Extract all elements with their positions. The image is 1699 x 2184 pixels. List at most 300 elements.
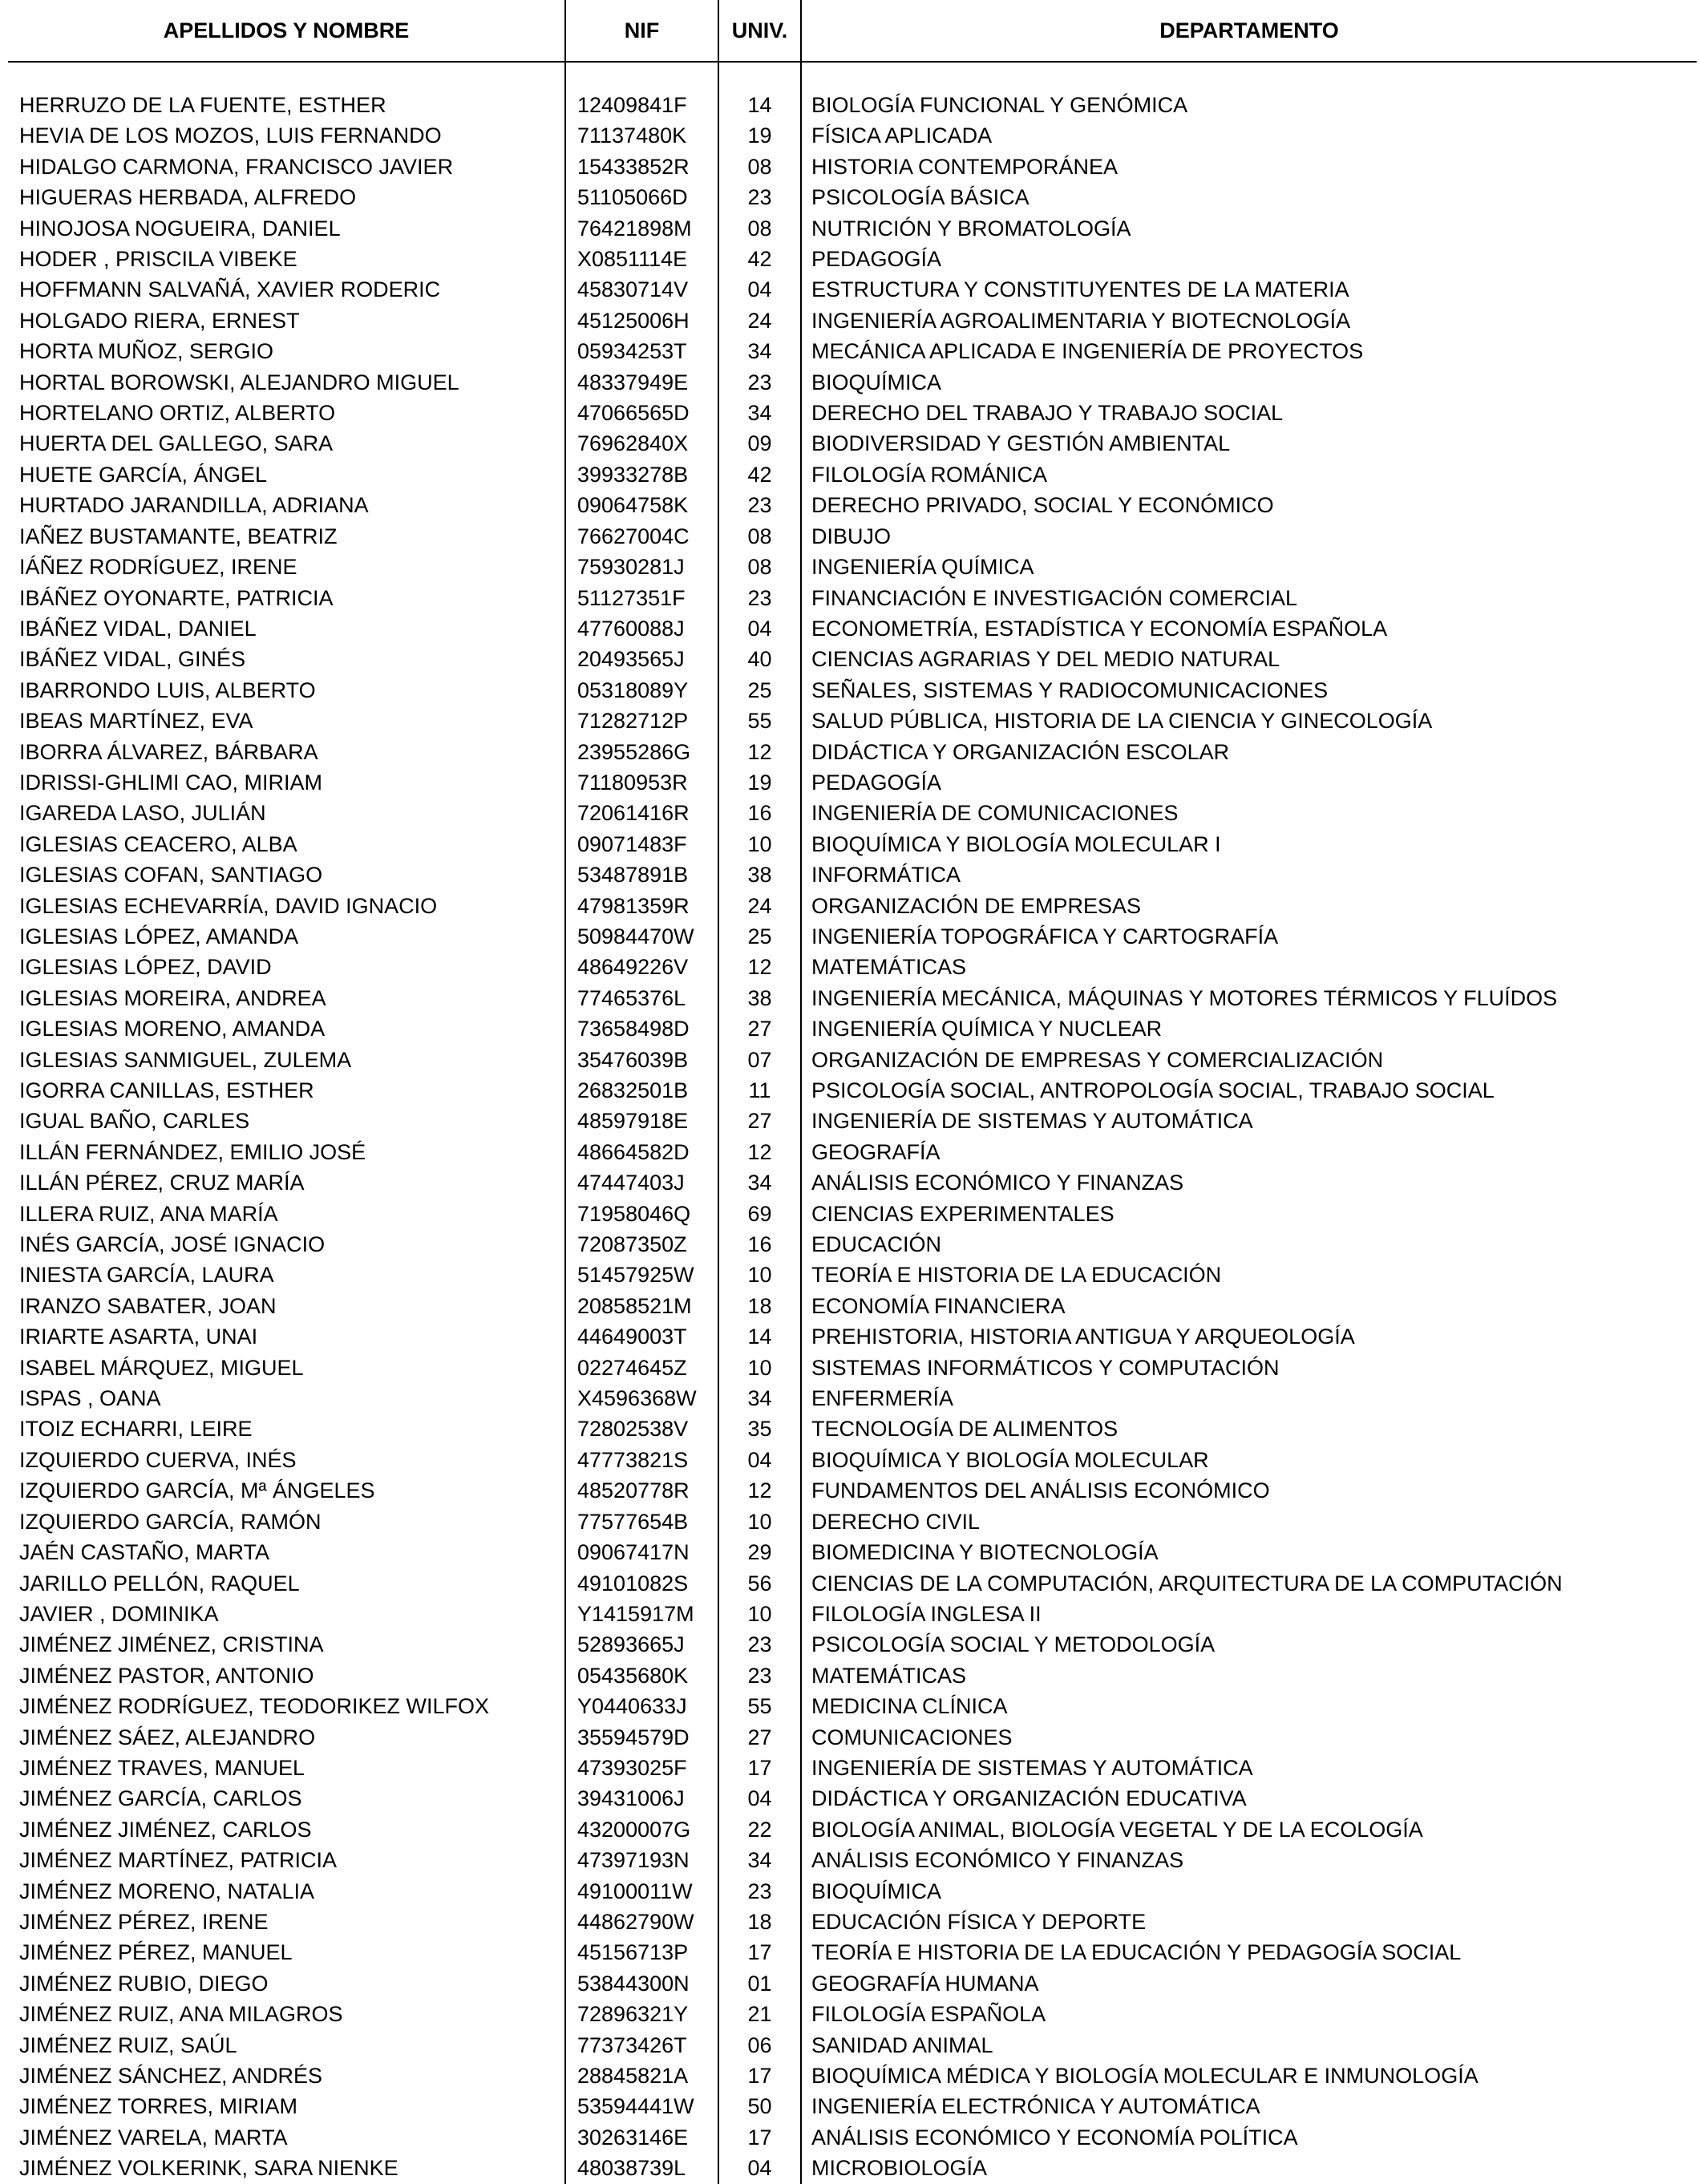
nif-cell: 47981359R	[565, 891, 718, 921]
univ-cell: 55	[718, 706, 801, 736]
name-cell: INÉS GARCÍA, JOSÉ IGNACIO	[19, 1232, 326, 1257]
table-row	[8, 1075, 1697, 1106]
department-cell: INFORMÁTICA	[801, 859, 1697, 890]
department-cell: FUNDAMENTOS DEL ANÁLISIS ECONÓMICO	[801, 1475, 1697, 1506]
table-header	[8, 0, 1697, 62]
table-body	[8, 90, 1697, 2184]
univ-cell: 16	[718, 798, 801, 828]
univ-cell: 12	[718, 737, 801, 767]
table-row	[8, 583, 1697, 613]
univ-cell: 04	[718, 613, 801, 644]
table-row	[8, 1260, 1697, 1290]
name-cell: JIMÉNEZ PÉREZ, MANUEL	[19, 1940, 293, 1965]
nif-cell: 77577654B	[565, 1507, 718, 1537]
table-row	[8, 1568, 1697, 1599]
nif-cell: 35594579D	[565, 1722, 718, 1753]
nif-cell: 09064758K	[565, 490, 718, 520]
table-row	[8, 1537, 1697, 1567]
spacer-cell	[565, 62, 718, 90]
nif-cell: 09071483F	[565, 829, 718, 859]
department-cell: DIDÁCTICA Y ORGANIZACIÓN ESCOLAR	[801, 737, 1697, 767]
univ-cell: 21	[718, 1999, 801, 2029]
department-cell: INGENIERÍA DE COMUNICACIONES	[801, 798, 1697, 828]
name-cell: ISPAS , OANA	[19, 1386, 161, 1411]
univ-cell: 56	[718, 1568, 801, 1599]
nif-cell: 72896321Y	[565, 1999, 718, 2029]
name-cell: IBORRA ÁLVAREZ, BÁRBARA	[19, 739, 318, 764]
name-cell: JAÉN CASTAÑO, MARTA	[19, 1540, 270, 1565]
table-row	[8, 1106, 1697, 1136]
name-cell: IAÑEZ BUSTAMANTE, BEATRIZ	[19, 524, 338, 548]
department-cell: ECONOMETRÍA, ESTADÍSTICA Y ECONOMÍA ESPAÑOLA	[801, 613, 1697, 644]
name-cell: JIMÉNEZ PASTOR, ANTONIO	[19, 1663, 314, 1688]
name-cell: HODER , PRISCILA VIBEKE	[19, 247, 297, 272]
nif-cell: 45830714V	[565, 274, 718, 305]
nif-cell: 71282712P	[565, 706, 718, 736]
nif-cell: 47773821S	[565, 1445, 718, 1475]
nif-cell: 12409841F	[565, 90, 718, 120]
univ-cell: 01	[718, 1968, 801, 1999]
name-cell: IZQUIERDO GARCÍA, Mª ÁNGELES	[19, 1478, 375, 1503]
univ-cell: 08	[718, 552, 801, 582]
name-cell: JIMÉNEZ TORRES, MIRIAM	[19, 2094, 298, 2119]
department-cell: TEORÍA E HISTORIA DE LA EDUCACIÓN Y PEDAGOGÍA SOCIAL	[801, 1937, 1697, 1968]
nif-cell: 45125006H	[565, 305, 718, 336]
nif-cell: 49101082S	[565, 1568, 718, 1599]
department-cell: SANIDAD ANIMAL	[801, 2030, 1697, 2061]
column-header-nif: NIF	[565, 0, 718, 62]
table-row	[8, 490, 1697, 520]
department-cell: MEDICINA CLÍNICA	[801, 1691, 1697, 1721]
table-row	[8, 1599, 1697, 1629]
spacer-cell	[801, 62, 1697, 90]
name-cell: IRANZO SABATER, JOAN	[19, 1293, 277, 1318]
table-row	[8, 1414, 1697, 1444]
name-cell: JIMÉNEZ JIMÉNEZ, CARLOS	[19, 1817, 312, 1842]
name-cell: JIMÉNEZ RUIZ, ANA MILAGROS	[19, 2002, 343, 2027]
univ-cell: 42	[718, 244, 801, 274]
univ-cell: 38	[718, 983, 801, 1013]
table-row	[8, 952, 1697, 982]
nif-cell: 53487891B	[565, 859, 718, 890]
univ-cell: 55	[718, 1691, 801, 1721]
spacer-cell	[8, 62, 565, 90]
table-row	[8, 1814, 1697, 1845]
name-cell: IGLESIAS LÓPEZ, AMANDA	[19, 924, 299, 948]
univ-cell: 17	[718, 1753, 801, 1783]
univ-cell: 04	[718, 1783, 801, 1814]
nif-cell: 05435680K	[565, 1660, 718, 1691]
table-row	[8, 1507, 1697, 1537]
nif-cell: 72061416R	[565, 798, 718, 828]
nif-cell: 44862790W	[565, 1907, 718, 1937]
univ-cell: 25	[718, 921, 801, 952]
name-cell: JIMÉNEZ MORENO, NATALIA	[19, 1879, 315, 1903]
table-row	[8, 521, 1697, 552]
name-cell: HOLGADO RIERA, ERNEST	[19, 308, 300, 333]
univ-cell: 19	[718, 767, 801, 798]
department-cell: ANÁLISIS ECONÓMICO Y FINANZAS	[801, 1167, 1697, 1198]
department-cell: INGENIERÍA AGROALIMENTARIA Y BIOTECNOLOGÍA	[801, 305, 1697, 336]
table-row	[8, 182, 1697, 212]
nif-cell: X4596368W	[565, 1383, 718, 1414]
department-cell: ECONOMÍA FINANCIERA	[801, 1291, 1697, 1321]
name-cell: INIESTA GARCÍA, LAURA	[19, 1263, 274, 1288]
univ-cell: 34	[718, 1167, 801, 1198]
table-row	[8, 2061, 1697, 2091]
department-cell: PEDAGOGÍA	[801, 767, 1697, 798]
univ-cell: 34	[718, 336, 801, 366]
department-cell: BIOMEDICINA Y BIOTECNOLOGÍA	[801, 1537, 1697, 1567]
nif-cell: 05318089Y	[565, 675, 718, 706]
nif-cell: 48520778R	[565, 1475, 718, 1506]
univ-cell: 18	[718, 1291, 801, 1321]
univ-cell: 08	[718, 152, 801, 182]
department-cell: BIOLOGÍA FUNCIONAL Y GENÓMICA	[801, 90, 1697, 120]
univ-cell: 12	[718, 952, 801, 982]
name-cell: JIMÉNEZ RUIZ, SAÚL	[19, 2032, 237, 2057]
univ-cell: 23	[718, 367, 801, 398]
nif-cell: 72087350Z	[565, 1229, 718, 1260]
table-row	[8, 1660, 1697, 1691]
univ-cell: 10	[718, 829, 801, 859]
department-cell: EDUCACIÓN	[801, 1229, 1697, 1260]
department-cell: CIENCIAS EXPERIMENTALES	[801, 1199, 1697, 1229]
name-cell: HIDALGO CARMONA, FRANCISCO JAVIER	[19, 154, 454, 179]
department-cell: MICROBIOLOGÍA	[801, 2153, 1697, 2183]
nif-cell: 50984470W	[565, 921, 718, 952]
table-row	[8, 1045, 1697, 1075]
department-cell: FÍSICA APLICADA	[801, 120, 1697, 151]
table-row	[8, 1753, 1697, 1783]
table-row	[8, 367, 1697, 398]
univ-cell: 10	[718, 1353, 801, 1383]
nif-cell: 77373426T	[565, 2030, 718, 2061]
department-cell: DERECHO CIVIL	[801, 1507, 1697, 1537]
table-body-spacer	[8, 62, 1697, 90]
department-cell: CIENCIAS AGRARIAS Y DEL MEDIO NATURAL	[801, 644, 1697, 674]
univ-cell: 10	[718, 1507, 801, 1537]
name-cell: ITOIZ ECHARRI, LEIRE	[19, 1417, 253, 1442]
univ-cell: 12	[718, 1475, 801, 1506]
univ-cell: 25	[718, 675, 801, 706]
department-cell: PSICOLOGÍA SOCIAL Y METODOLOGÍA	[801, 1629, 1697, 1660]
univ-cell: 10	[718, 1599, 801, 1629]
univ-cell: 40	[718, 644, 801, 674]
univ-cell: 34	[718, 1383, 801, 1414]
department-cell: ESTRUCTURA Y CONSTITUYENTES DE LA MATERIA	[801, 274, 1697, 305]
name-cell: HEVIA DE LOS MOZOS, LUIS FERNANDO	[19, 123, 442, 148]
nif-cell: 51105066D	[565, 182, 718, 212]
name-cell: JIMÉNEZ PÉREZ, IRENE	[19, 1909, 269, 1934]
nif-cell: 30263146E	[565, 2122, 718, 2153]
column-header-department: DEPARTAMENTO	[801, 0, 1697, 62]
univ-cell: 23	[718, 1660, 801, 1691]
name-cell: JIMÉNEZ SÁNCHEZ, ANDRÉS	[19, 2064, 323, 2088]
department-cell: BIOQUÍMICA Y BIOLOGÍA MOLECULAR I	[801, 829, 1697, 859]
department-cell: INGENIERÍA DE SISTEMAS Y AUTOMÁTICA	[801, 1106, 1697, 1136]
nif-cell: 77465376L	[565, 983, 718, 1013]
department-cell: SEÑALES, SISTEMAS Y RADIOCOMUNICACIONES	[801, 675, 1697, 706]
univ-cell: 23	[718, 1629, 801, 1660]
univ-cell: 23	[718, 1876, 801, 1907]
table-row	[8, 1445, 1697, 1475]
table-row	[8, 152, 1697, 182]
table-row	[8, 644, 1697, 674]
nif-cell: 49100011W	[565, 1876, 718, 1907]
univ-cell: 34	[718, 398, 801, 428]
name-cell: ILLERA RUIZ, ANA MARÍA	[19, 1201, 278, 1226]
nif-cell: 20493565J	[565, 644, 718, 674]
department-cell: FILOLOGÍA ESPAÑOLA	[801, 1999, 1697, 2029]
nif-cell: 71180953R	[565, 767, 718, 798]
name-cell: IGAREDA LASO, JULIÁN	[19, 801, 266, 826]
table-row	[8, 983, 1697, 1013]
table-row	[8, 398, 1697, 428]
univ-cell: 23	[718, 182, 801, 212]
table-row	[8, 1845, 1697, 1875]
header-row	[8, 0, 1697, 62]
table-row	[8, 1229, 1697, 1260]
nif-cell: 48337949E	[565, 367, 718, 398]
name-cell: IGLESIAS COFAN, SANTIAGO	[19, 863, 323, 888]
table-row	[8, 552, 1697, 582]
department-cell: INGENIERÍA DE SISTEMAS Y AUTOMÁTICA	[801, 1753, 1697, 1783]
name-cell: IBÁÑEZ VIDAL, DANIEL	[19, 616, 257, 641]
nif-cell: X0851114E	[565, 244, 718, 274]
table-row	[8, 1475, 1697, 1506]
department-cell: ENFERMERÍA	[801, 1383, 1697, 1414]
table-row	[8, 1383, 1697, 1414]
nif-cell: Y1415917M	[565, 1599, 718, 1629]
univ-cell: 23	[718, 490, 801, 520]
nif-cell: 43200007G	[565, 1814, 718, 1845]
table-row	[8, 213, 1697, 244]
table-row	[8, 1999, 1697, 2029]
table-row	[8, 921, 1697, 952]
name-cell: HORTA MUÑOZ, SERGIO	[19, 339, 274, 364]
univ-cell: 16	[718, 1229, 801, 1260]
name-cell: IGLESIAS SANMIGUEL, ZULEMA	[19, 1047, 352, 1072]
department-cell: PSICOLOGÍA BÁSICA	[801, 182, 1697, 212]
nif-cell: 52893665J	[565, 1629, 718, 1660]
univ-cell: 69	[718, 1199, 801, 1229]
nif-cell: 53844300N	[565, 1968, 718, 1999]
name-cell: JAVIER , DOMINIKA	[19, 1601, 219, 1626]
nif-cell: 73658498D	[565, 1013, 718, 1044]
name-cell: IGLESIAS LÓPEZ, DAVID	[19, 955, 272, 980]
table-row	[8, 859, 1697, 890]
univ-cell: 12	[718, 1137, 801, 1167]
name-cell: JIMÉNEZ TRAVES, MANUEL	[19, 1755, 305, 1780]
nif-cell: 75930281J	[565, 552, 718, 582]
department-cell: BIOQUÍMICA	[801, 1876, 1697, 1907]
table-row	[8, 1937, 1697, 1968]
department-cell: MECÁNICA APLICADA E INGENIERÍA DE PROYECTOS	[801, 336, 1697, 366]
department-cell: ORGANIZACIÓN DE EMPRESAS Y COMERCIALIZACIÓN	[801, 1045, 1697, 1075]
name-cell: HIGUERAS HERBADA, ALFREDO	[19, 185, 357, 210]
department-cell: COMUNICACIONES	[801, 1722, 1697, 1753]
table-row	[8, 1722, 1697, 1753]
nif-cell: 72802538V	[565, 1414, 718, 1444]
nif-cell: 47066565D	[565, 398, 718, 428]
table-row	[8, 336, 1697, 366]
table-row	[8, 1199, 1697, 1229]
table-row	[8, 274, 1697, 305]
nif-cell: 44649003T	[565, 1321, 718, 1352]
univ-cell: 38	[718, 859, 801, 890]
name-cell: IBARRONDO LUIS, ALBERTO	[19, 677, 316, 702]
univ-cell: 11	[718, 1075, 801, 1106]
department-cell: BIOQUÍMICA Y BIOLOGÍA MOLECULAR	[801, 1445, 1697, 1475]
table-row	[8, 90, 1697, 120]
department-cell: CIENCIAS DE LA COMPUTACIÓN, ARQUITECTURA DE LA COMPUTACIÓN	[801, 1568, 1697, 1599]
nif-cell: 76962840X	[565, 428, 718, 459]
name-cell: JIMÉNEZ MARTÍNEZ, PATRICIA	[19, 1848, 338, 1873]
table-row	[8, 1907, 1697, 1937]
department-cell: BIOQUÍMICA MÉDICA Y BIOLOGÍA MOLECULAR E INMUNOLOGÍA	[801, 2061, 1697, 2091]
nif-cell: 51457925W	[565, 1260, 718, 1290]
univ-cell: 24	[718, 305, 801, 336]
table-row	[8, 613, 1697, 644]
univ-cell: 08	[718, 213, 801, 244]
name-cell: IRIARTE ASARTA, UNAI	[19, 1325, 258, 1349]
univ-cell: 23	[718, 583, 801, 613]
name-cell: IDRISSI-GHLIMI CAO, MIRIAM	[19, 770, 323, 795]
name-cell: JARILLO PELLÓN, RAQUEL	[19, 1571, 300, 1596]
univ-cell: 17	[718, 2061, 801, 2091]
nif-cell: 76627004C	[565, 521, 718, 552]
univ-cell: 18	[718, 1907, 801, 1937]
table-row	[8, 1013, 1697, 1044]
table-row	[8, 1291, 1697, 1321]
department-cell: TECNOLOGÍA DE ALIMENTOS	[801, 1414, 1697, 1444]
table-row	[8, 1876, 1697, 1907]
department-cell: MATEMÁTICAS	[801, 1660, 1697, 1691]
nif-cell: 47760088J	[565, 613, 718, 644]
table-row	[8, 2153, 1697, 2183]
nif-cell: 47393025F	[565, 1753, 718, 1783]
table-row	[8, 1321, 1697, 1352]
univ-cell: 19	[718, 120, 801, 151]
univ-cell: 04	[718, 274, 801, 305]
name-cell: JIMÉNEZ RUBIO, DIEGO	[19, 1971, 269, 1996]
univ-cell: 50	[718, 2091, 801, 2121]
nif-cell: 39431006J	[565, 1783, 718, 1814]
univ-cell: 22	[718, 1814, 801, 1845]
applicant-table	[8, 0, 1697, 2184]
univ-cell: 17	[718, 1937, 801, 1968]
table-row	[8, 829, 1697, 859]
univ-cell: 04	[718, 2153, 801, 2183]
nif-cell: 53594441W	[565, 2091, 718, 2121]
univ-cell: 24	[718, 891, 801, 921]
department-cell: DIBUJO	[801, 521, 1697, 552]
table-row	[8, 120, 1697, 151]
nif-cell: Y0440633J	[565, 1691, 718, 1721]
department-cell: INGENIERÍA QUÍMICA Y NUCLEAR	[801, 1013, 1697, 1044]
nif-cell: 51127351F	[565, 583, 718, 613]
name-cell: IÁÑEZ RODRÍGUEZ, IRENE	[19, 555, 297, 580]
table-row	[8, 1783, 1697, 1814]
nif-cell: 15433852R	[565, 152, 718, 182]
department-cell: ORGANIZACIÓN DE EMPRESAS	[801, 891, 1697, 921]
name-cell: ILLÁN FERNÁNDEZ, EMILIO JOSÉ	[19, 1139, 366, 1164]
nif-cell: 71958046Q	[565, 1199, 718, 1229]
name-cell: ILLÁN PÉREZ, CRUZ MARÍA	[19, 1171, 305, 1195]
name-cell: HORTELANO ORTIZ, ALBERTO	[19, 401, 336, 426]
department-cell: DERECHO DEL TRABAJO Y TRABAJO SOCIAL	[801, 398, 1697, 428]
name-cell: HOFFMANN SALVAÑÁ, XAVIER RODERIC	[19, 277, 441, 302]
name-cell: JIMÉNEZ VARELA, MARTA	[19, 2125, 288, 2150]
table-row	[8, 2091, 1697, 2121]
name-cell: JIMÉNEZ JIMÉNEZ, CRISTINA	[19, 1632, 324, 1657]
department-cell: FILOLOGÍA ROMÁNICA	[801, 459, 1697, 490]
nif-cell: 09067417N	[565, 1537, 718, 1567]
name-cell: HINOJOSA NOGUEIRA, DANIEL	[19, 216, 341, 241]
univ-cell: 29	[718, 1537, 801, 1567]
department-cell: ANÁLISIS ECONÓMICO Y ECONOMÍA POLÍTICA	[801, 2122, 1697, 2153]
name-cell: HUERTA DEL GALLEGO, SARA	[19, 431, 334, 456]
nif-cell: 47447403J	[565, 1167, 718, 1198]
univ-cell: 34	[718, 1845, 801, 1875]
name-cell: IGLESIAS ECHEVARRÍA, DAVID IGNACIO	[19, 893, 438, 918]
table-row	[8, 1968, 1697, 1999]
table-row	[8, 244, 1697, 274]
department-cell: BIODIVERSIDAD Y GESTIÓN AMBIENTAL	[801, 428, 1697, 459]
univ-cell: 04	[718, 1445, 801, 1475]
nif-cell: 47397193N	[565, 1845, 718, 1875]
univ-cell: 08	[718, 521, 801, 552]
department-cell: PSICOLOGÍA SOCIAL, ANTROPOLOGÍA SOCIAL, TRABAJO SOCIAL	[801, 1075, 1697, 1106]
table-row	[8, 2030, 1697, 2061]
univ-cell: 17	[718, 2122, 801, 2153]
table-row	[8, 1353, 1697, 1383]
nif-cell: 02274645Z	[565, 1353, 718, 1383]
department-cell: MATEMÁTICAS	[801, 952, 1697, 982]
department-cell: TEORÍA E HISTORIA DE LA EDUCACIÓN	[801, 1260, 1697, 1290]
table-row	[8, 1629, 1697, 1660]
nif-cell: 76421898M	[565, 213, 718, 244]
department-cell: PREHISTORIA, HISTORIA ANTIGUA Y ARQUEOLOGÍA	[801, 1321, 1697, 1352]
name-cell: IZQUIERDO CUERVA, INÉS	[19, 1447, 297, 1472]
univ-cell: 27	[718, 1106, 801, 1136]
table-row	[8, 428, 1697, 459]
nif-cell: 48664582D	[565, 1137, 718, 1167]
univ-cell: 06	[718, 2030, 801, 2061]
department-cell: INGENIERÍA ELECTRÓNICA Y AUTOMÁTICA	[801, 2091, 1697, 2121]
name-cell: HORTAL BOROWSKI, ALEJANDRO MIGUEL	[19, 370, 459, 394]
table-row	[8, 1137, 1697, 1167]
column-header-univ: UNIV.	[718, 0, 801, 62]
nif-cell: 05934253T	[565, 336, 718, 366]
department-cell: NUTRICIÓN Y BROMATOLOGÍA	[801, 213, 1697, 244]
spacer-row	[8, 62, 1697, 90]
name-cell: IGLESIAS MOREIRA, ANDREA	[19, 985, 326, 1010]
nif-cell: 28845821A	[565, 2061, 718, 2091]
nif-cell: 45156713P	[565, 1937, 718, 1968]
name-cell: HURTADO JARANDILLA, ADRIANA	[19, 493, 369, 518]
table-row	[8, 459, 1697, 490]
department-cell: EDUCACIÓN FÍSICA Y DEPORTE	[801, 1907, 1697, 1937]
nif-cell: 48038739L	[565, 2153, 718, 2183]
nif-cell: 23955286G	[565, 737, 718, 767]
name-cell: JIMÉNEZ SÁEZ, ALEJANDRO	[19, 1725, 316, 1749]
department-cell: INGENIERÍA QUÍMICA	[801, 552, 1697, 582]
name-cell: HUETE GARCÍA, ÁNGEL	[19, 462, 268, 487]
univ-cell: 14	[718, 1321, 801, 1352]
name-cell: IBEAS MARTÍNEZ, EVA	[19, 709, 253, 734]
